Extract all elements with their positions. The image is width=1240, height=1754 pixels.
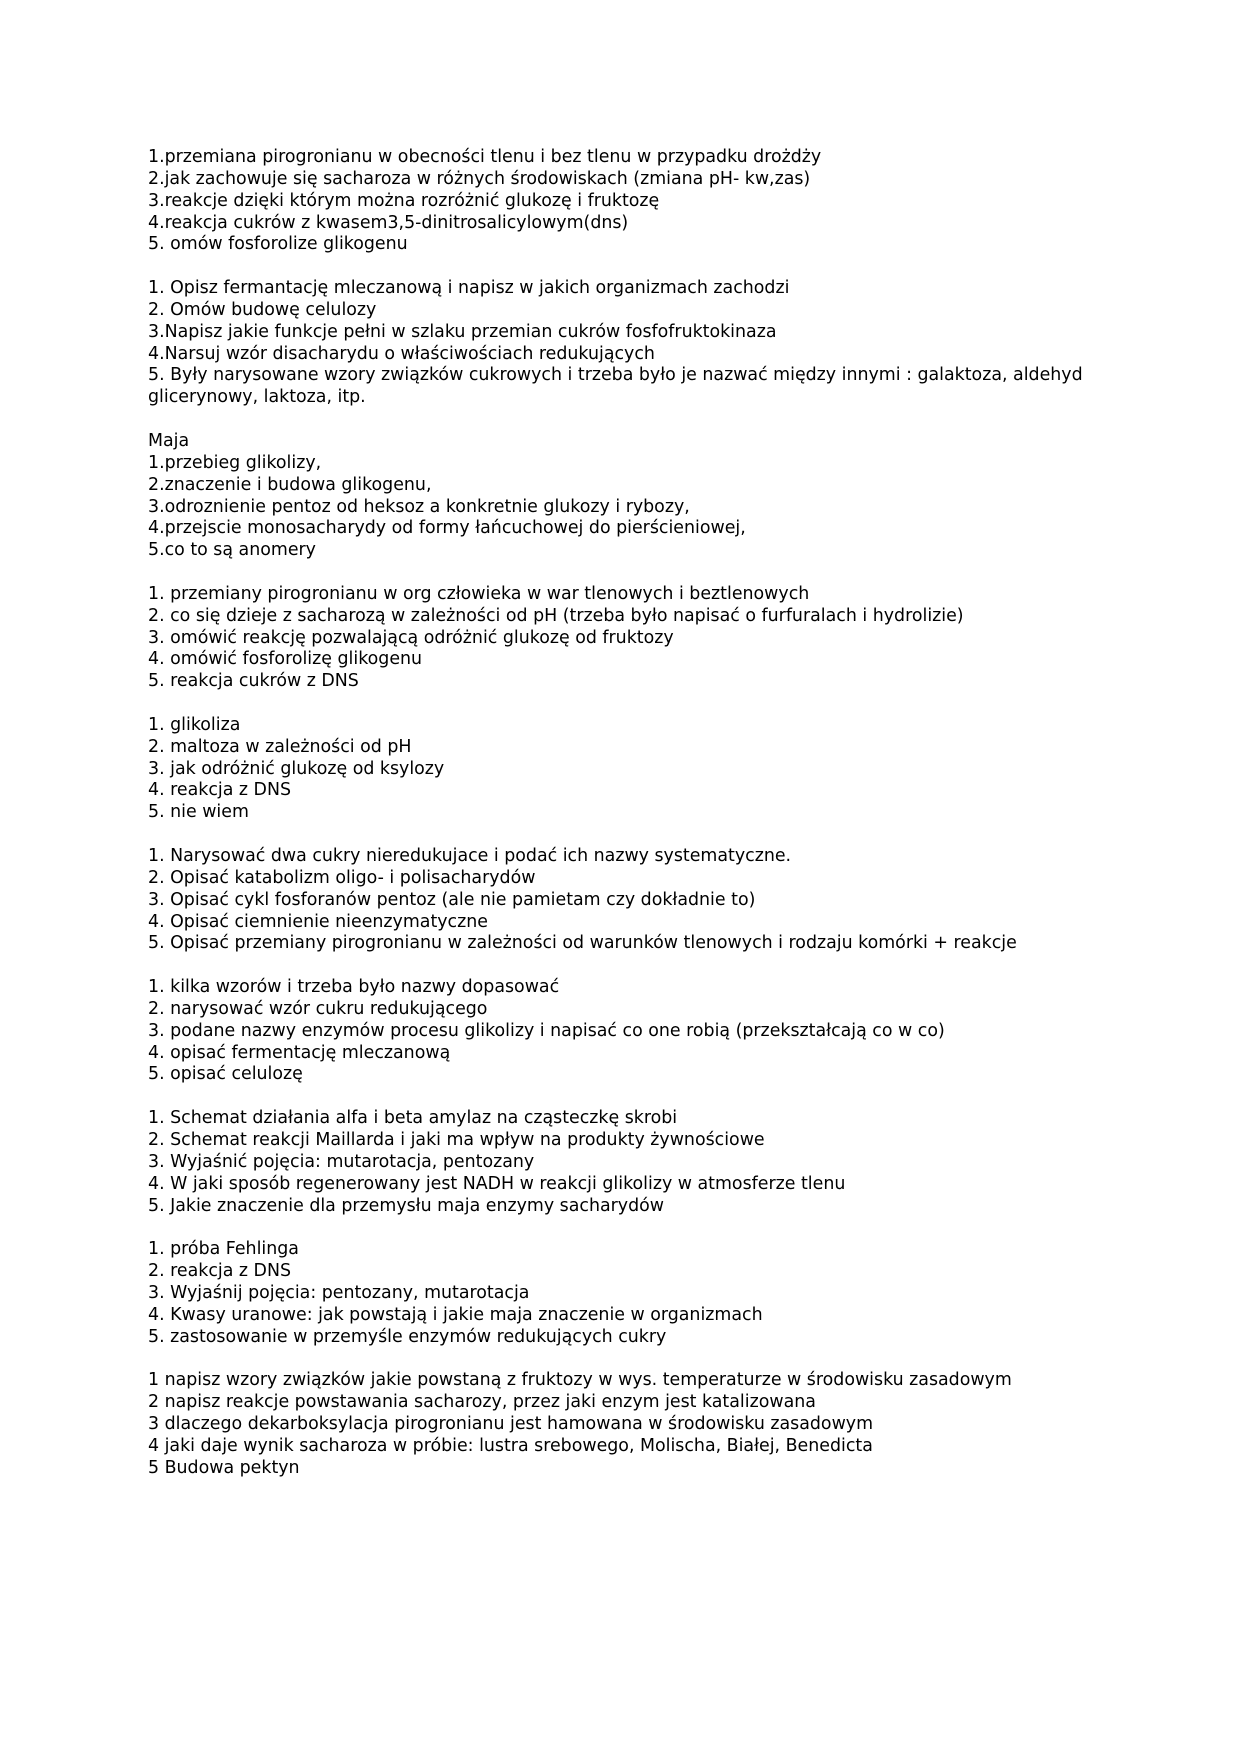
question-set-8 — [148, 1108, 1148, 1217]
question-line: 5. opisać celulozę — [148, 1064, 303, 1085]
question-line: 1. kilka wzorów i trzeba było nazwy dopasować — [148, 977, 560, 998]
question-line: 2. Omów budowę celulozy — [148, 299, 377, 320]
question-line: 3. omówić reakcję pozwalającą odróżnić glukozę od fruktozy — [148, 627, 674, 648]
question-line: 2. Opisać katabolizm oligo- i polisacharydów — [148, 867, 536, 888]
question-line: 1. Schemat działania alfa i beta amylaz na cząsteczkę skrobi — [148, 1108, 678, 1129]
document-body — [148, 147, 1148, 1501]
question-line: 2. narysować wzór cukru redukującego — [148, 998, 488, 1019]
question-line: 1. glikoliza — [148, 714, 241, 735]
question-line: 5. Były narysowane wzory związków cukrowych i trzeba było je nazwać między innymi : galaktoza, aldehyd glicerynowy, laktoza, itp. — [148, 365, 1083, 408]
question-line: 4.przejscie monosacharydy od formy łańcuchowej do pierścieniowej, — [148, 518, 746, 539]
question-line: 3. Wyjaśnij pojęcia: pentozany, mutarotacja — [148, 1282, 530, 1303]
question-set-10 — [148, 1370, 1148, 1479]
question-line: 5. reakcja cukrów z DNS — [148, 671, 359, 692]
question-line: 3 dlaczego dekarboksylacja pirogronianu jest hamowana w środowisku zasadowym — [148, 1413, 874, 1434]
question-line: 1. Narysować dwa cukry nieredukujace i podać ich nazwy systematyczne. — [148, 846, 792, 866]
question-line: 4. Kwasy uranowe: jak powstają i jakie maja znaczenie w organizmach — [148, 1304, 763, 1325]
question-line: 3.reakcje dzięki którym można rozróżnić glukozę i fruktozę — [148, 190, 660, 211]
question-line: 1. Opisz fermantację mleczanową i napisz w jakich organizmach zachodzi — [148, 278, 790, 299]
section-heading: Maja — [148, 430, 190, 451]
question-line: 2.znaczenie i budowa glikogenu, — [148, 474, 432, 495]
question-line: 3. jak odróżnić glukozę od ksylozy — [148, 758, 445, 779]
question-line: 4. W jaki sposób regenerowany jest NADH w reakcji glikolizy w atmosferze tlenu — [148, 1173, 846, 1194]
question-line: 1.przemiana pirogronianu w obecności tlenu i bez tlenu w przypadku drożdży — [148, 147, 822, 167]
question-line: 3.Napisz jakie funkcje pełni w szlaku przemian cukrów fosfofruktokinaza — [148, 321, 777, 342]
question-line: 4. opisać fermentację mleczanową — [148, 1042, 451, 1063]
question-line: 4. Opisać ciemnienie nieenzymatyczne — [148, 911, 488, 932]
question-line: 5 Budowa pektyn — [148, 1457, 300, 1478]
question-line: 1.przebieg glikolizy, — [148, 452, 322, 473]
question-line: 1. próba Fehlinga — [148, 1239, 299, 1260]
question-line: 2.jak zachowuje się sacharoza w różnych środowiskach (zmiana pH- kw,zas) — [148, 168, 811, 189]
question-line: 2. co się dzieje z sacharozą w zależności od pH (trzeba było napisać o furfuralach i hydrolizie) — [148, 605, 964, 626]
question-line: 4.reakcja cukrów z kwasem3,5-dinitrosalicylowym(dns) — [148, 212, 629, 233]
question-line: 1 napisz wzory związków jakie powstaną z fruktozy w wys. temperaturze w środowisku zasadowym — [148, 1370, 1012, 1391]
question-line: 4. reakcja z DNS — [148, 780, 291, 801]
question-line: 2. reakcja z DNS — [148, 1261, 291, 1282]
question-line: 3. Wyjaśnić pojęcia: mutarotacja, pentozany — [148, 1151, 535, 1172]
question-set-4 — [148, 584, 1148, 693]
question-set-2 — [148, 278, 1148, 409]
question-line: 3. Opisać cykl fosforanów pentoz (ale nie pamietam czy dokładnie to) — [148, 889, 756, 910]
question-line: 3. podane nazwy enzymów procesu glikolizy i napisać co one robią (przekształcają co w co) — [148, 1020, 945, 1041]
question-line: 4. omówić fosforolizę glikogenu — [148, 649, 423, 670]
question-line: 4 jaki daje wynik sacharoza w próbie: lustra srebowego, Molischa, Białej, Benedicta — [148, 1435, 873, 1456]
question-line: 5. nie wiem — [148, 802, 249, 823]
question-line: 2 napisz reakcje powstawania sacharozy, przez jaki enzym jest katalizowana — [148, 1392, 816, 1413]
question-line: 3.odroznienie pentoz od heksoz a konkretnie glukozy i rybozy, — [148, 496, 690, 517]
question-set-6 — [148, 846, 1148, 955]
question-line: 5. Opisać przemiany pirogronianu w zależności od warunków tlenowych i rodzaju komórki + reakcje — [148, 933, 1017, 954]
question-line: 5. omów fosforolize glikogenu — [148, 234, 408, 255]
question-set-7 — [148, 977, 1148, 1086]
question-set-9 — [148, 1239, 1148, 1348]
question-set-3 — [148, 431, 1148, 562]
question-line: 5. zastosowanie w przemyśle enzymów redukujących cukry — [148, 1326, 667, 1347]
question-set-1 — [148, 147, 1148, 256]
question-line: 5. Jakie znaczenie dla przemysłu maja enzymy sacharydów — [148, 1195, 664, 1216]
question-line: 2. maltoza w zależności od pH — [148, 736, 412, 757]
question-set-5 — [148, 715, 1148, 824]
question-line: 1. przemiany pirogronianu w org człowieka w war tlenowych i beztlenowych — [148, 583, 810, 604]
question-line: 5.co to są anomery — [148, 540, 316, 561]
question-line: 4.Narsuj wzór disacharydu o właściwościach redukujących — [148, 343, 655, 364]
question-line: 2. Schemat reakcji Maillarda i jaki ma wpływ na produkty żywnościowe — [148, 1129, 765, 1150]
